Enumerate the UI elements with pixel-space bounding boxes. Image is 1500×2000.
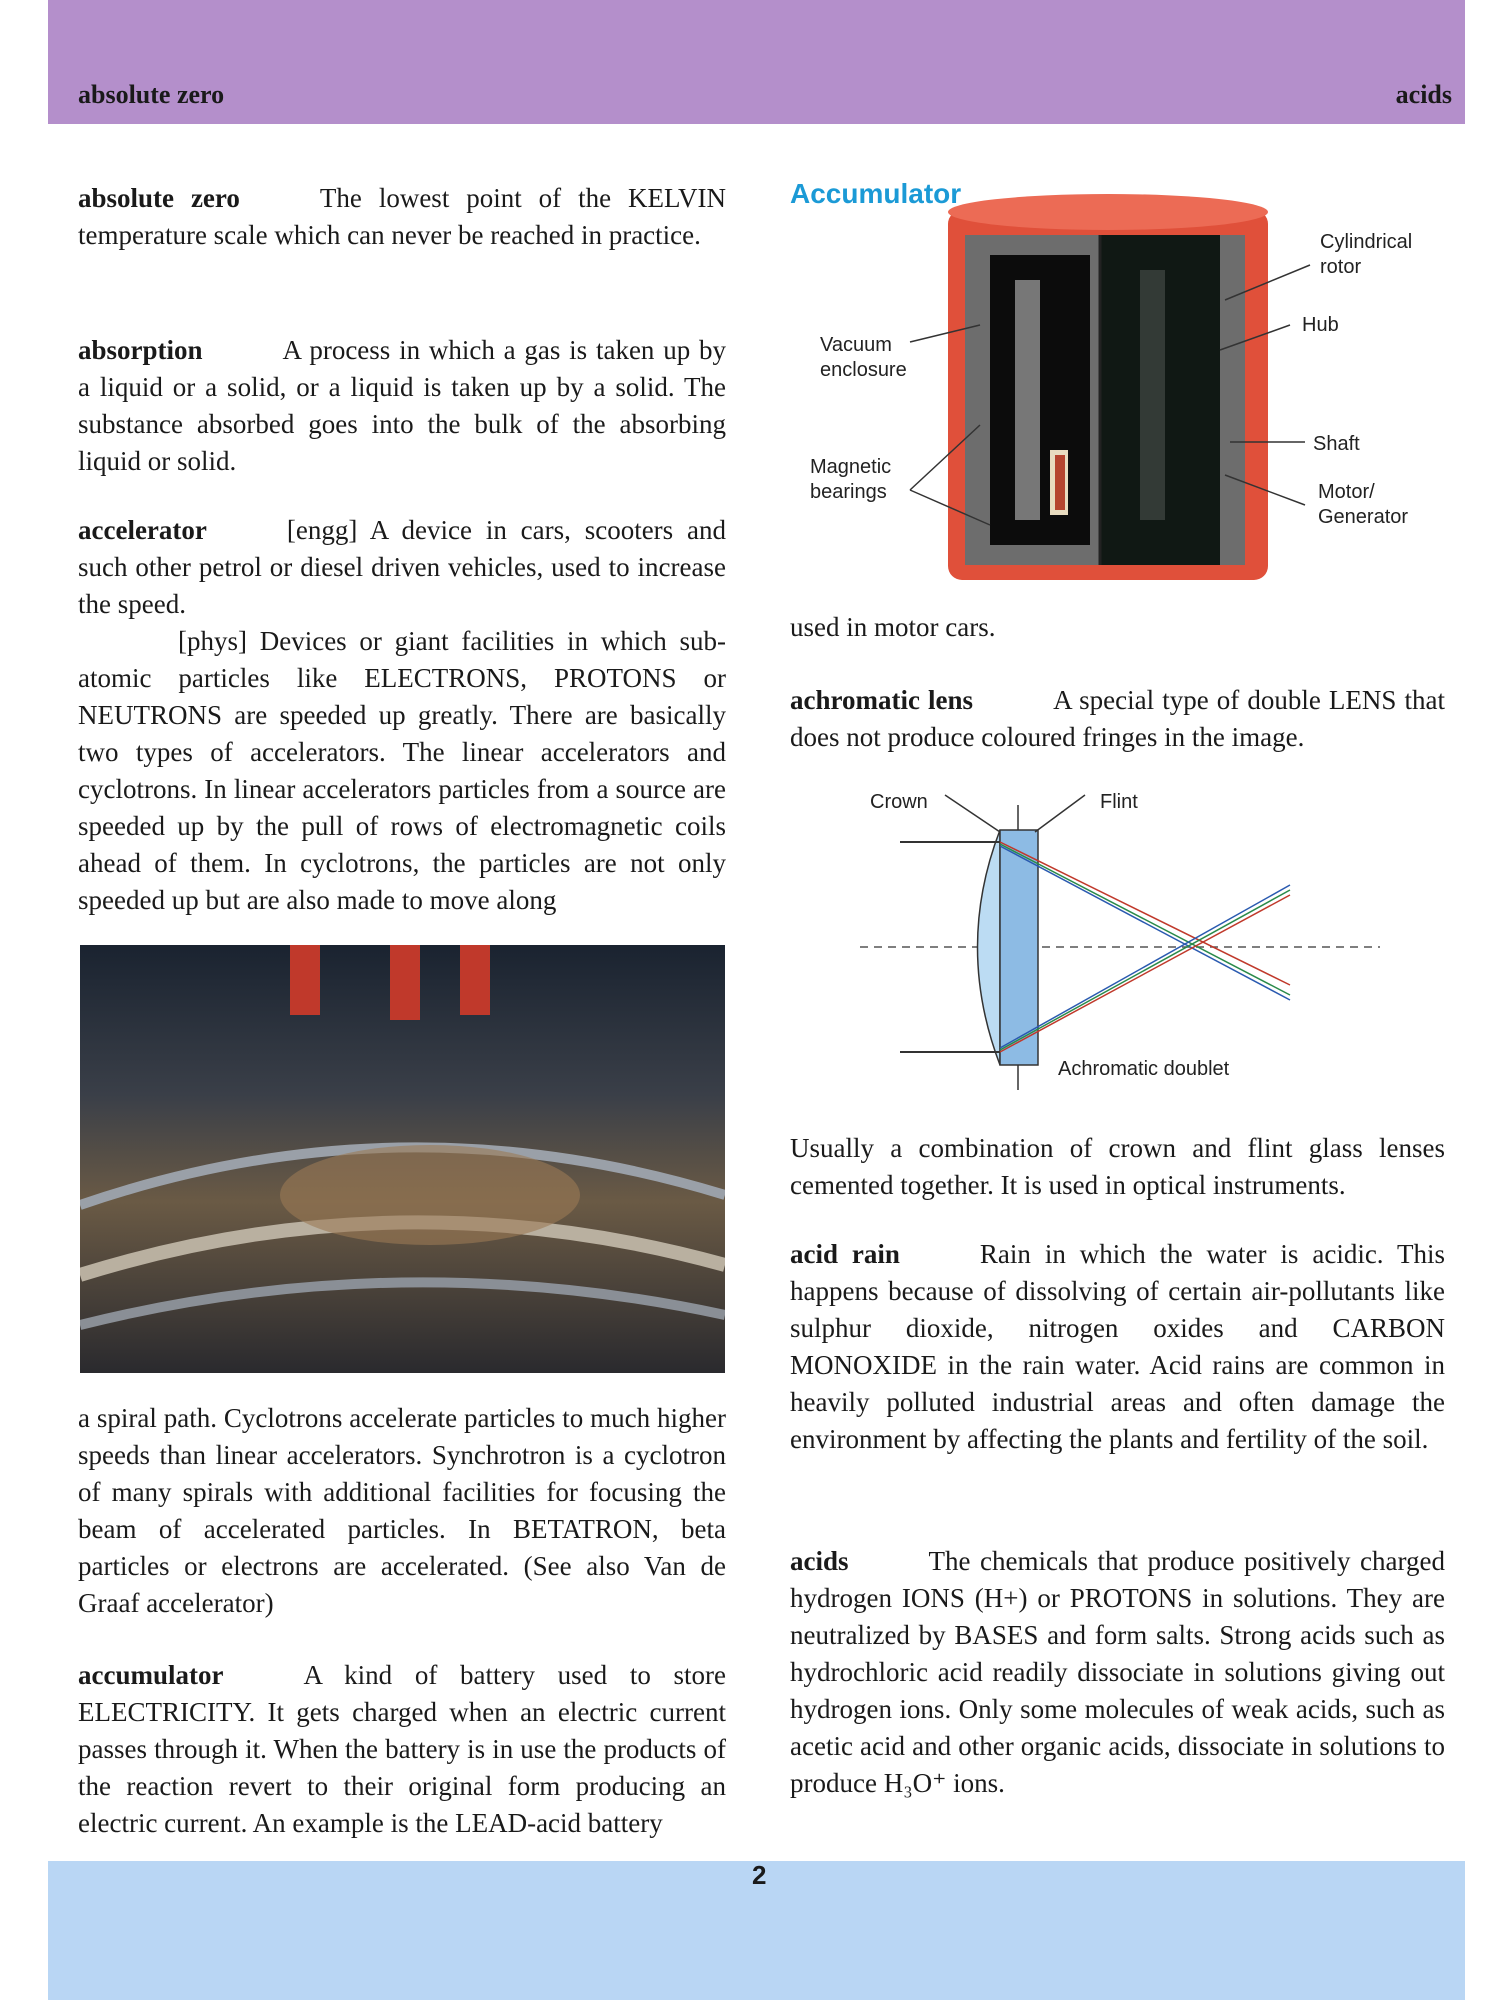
entry-text: The lowest point of the KELVIN temperature scale which can never be reached in practice. — [78, 183, 726, 250]
entry-absorption — [78, 332, 726, 480]
figure-title: Accumulator — [790, 178, 962, 209]
entry-text: A process in which a gas is taken up by a liquid or a solid, or a liquid is taken up by a solid. The substance absorbed goes into the bulk of the absorbing liquid or solid. — [78, 335, 726, 476]
entry-accumulator — [78, 1657, 726, 1842]
label-crown: Crown — [870, 791, 928, 813]
achromatic-doublet-diagram — [850, 780, 1390, 1100]
header-band — [48, 0, 1465, 124]
header-left-term: absolute zero — [78, 80, 225, 109]
figure-caption: Achromatic doublet — [1058, 1058, 1230, 1080]
page-number: 2 — [752, 1860, 767, 1890]
entry-text: Rain in which the water is acidic. This happens because of dissolving of certain air-pollutants like sulphur dioxide, nitrogen oxides and CARBON MONOXIDE in the rain water. Acid rains are common in heavily polluted industrial areas and often damage the environment by affecting the plants and fertility of the soil. — [790, 1239, 1445, 1454]
entry-term: absorption — [78, 335, 203, 365]
entry-achromatic-lens-cont: Usually a combination of crown and flint glass lenses cemented together. It is used in optical instruments. — [790, 1133, 1445, 1200]
entry-term: acids — [790, 1546, 849, 1576]
accelerator-photo — [80, 945, 725, 1373]
entry-term: achromatic lens — [790, 685, 974, 715]
entry-acids — [790, 1543, 1445, 1802]
entry-term: acid rain — [790, 1239, 900, 1269]
label-cylindrical-rotor: Cylindrical rotor — [1320, 231, 1413, 278]
entry-accumulator-cont: used in motor cars. — [790, 612, 996, 642]
entry-term: absolute zero — [78, 183, 240, 213]
entry-term: accelerator — [78, 515, 207, 545]
entry-absolute-zero — [78, 180, 726, 254]
entry-text: [engg] A device in cars, scooters and such other petrol or diesel driven vehicles, used to increase the speed. — [78, 515, 726, 619]
entry-accelerator — [78, 512, 726, 919]
label-hub: Hub — [1302, 314, 1339, 336]
label-shaft: Shaft — [1313, 433, 1360, 455]
entry-accelerator-cont: a spiral path. Cyclotrons accelerate particles to much higher speeds than linear accelerators. Synchrotron is a cyclotron of many spirals with additional facilities for focusing the beam of accelerated particles. In BETATRON, beta particles or electrons are accelerated. (See also Van de Graaf accelerator) — [78, 1403, 726, 1618]
entry-text: The chemicals that produce positively charged hydrogen IONS (H+) or PROTONS in solutions. They are neutralized by BASES and form salts. Strong acids such as hydrochloric acid readily dissociate in solutions giving out hydrogen ions. Only some molecules of weak acids, such as acetic acid and other organic acids, dissociate in solutions to produce H₃O⁺ ions. — [790, 1546, 1445, 1798]
label-magnetic-bearings: Magnetic bearings — [810, 456, 892, 503]
entry-text: A special type of double LENS that does not produce coloured fringes in the image. — [790, 685, 1445, 752]
entry-acid-rain — [790, 1236, 1445, 1458]
entry-text: [phys] Devices or giant facilities in which sub-atomic particles like ELECTRONS, PROTONS or NEUTRONS are speeded up greatly. There are basically two types of accelerators. The linear accelerators and cyclotrons. In linear accelerators particles from a source are speeded up by the pull of rows of electromagnetic coils ahead of them. In cyclotrons, the particles are not only speeded up but are also made to move along — [78, 626, 726, 915]
entry-text: A kind of battery used to store ELECTRICITY. It gets charged when an electric current passes through it. When the battery is in use the products of the reaction revert to their original form producing an electric current. An example is the LEAD-acid battery — [78, 1660, 726, 1838]
label-vacuum-enclosure: Vacuum enclosure — [820, 334, 907, 381]
entry-term: accumulator — [78, 1660, 224, 1690]
label-flint: Flint — [1100, 791, 1138, 813]
header-right-term: acids — [1395, 80, 1452, 109]
entry-achromatic-lens — [790, 682, 1445, 756]
label-motor-generator: Motor/ Generator — [1318, 481, 1409, 528]
